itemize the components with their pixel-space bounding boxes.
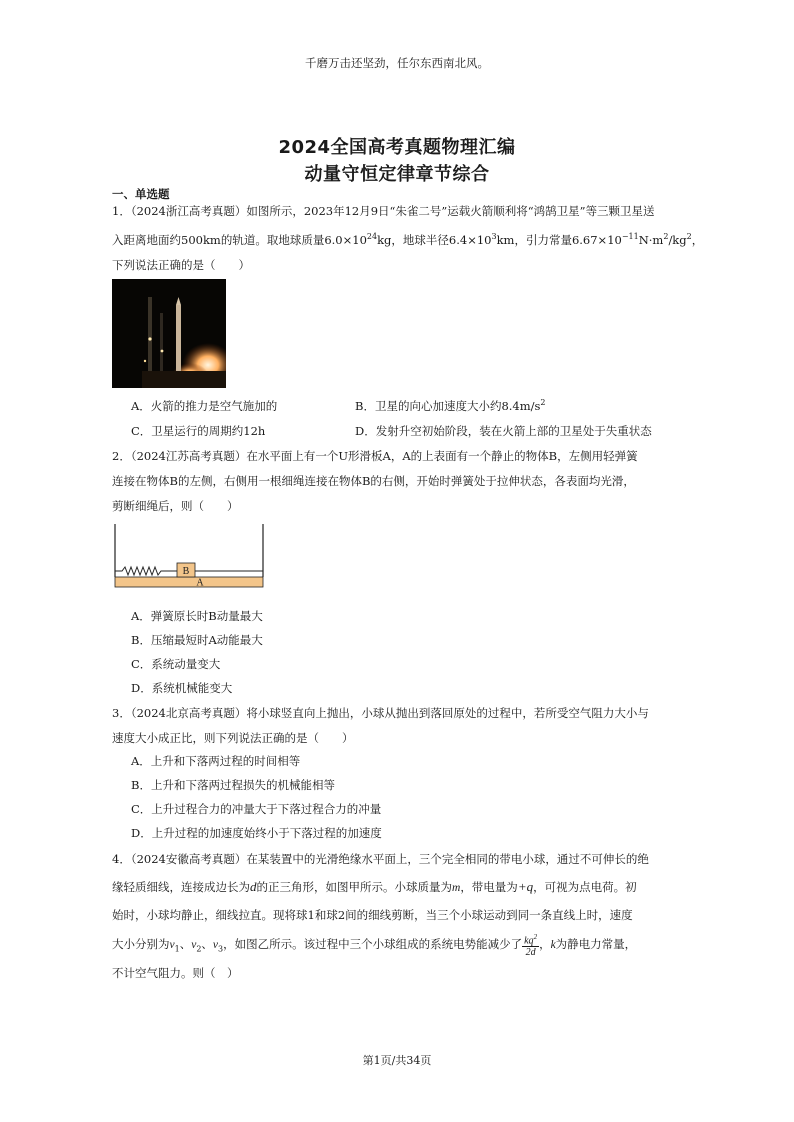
q2-option-a[interactable]: A．弹簧原长时B动量最大 <box>131 609 263 623</box>
q2-option-c[interactable]: C．系统动量变大 <box>131 657 221 671</box>
q4-line-5: 不计空气阻力。则（ ） <box>112 966 239 980</box>
mass-symbol: m <box>452 882 461 894</box>
q1-text: ， <box>691 232 704 247</box>
q4-text: 为静电力常量， <box>555 937 637 951</box>
q4-text: ，可视为点电荷。初 <box>533 880 637 894</box>
fraction-denominator: 2d <box>525 947 536 959</box>
q1-line-2 <box>112 224 704 253</box>
q2-line-1: 2．（2024江苏高考真题）在水平面上有一个U形滑板A，A的上表面有一个静止的物体B，左侧用轻弹簧 <box>112 449 638 463</box>
question-2 <box>112 444 688 519</box>
q3-option-b[interactable]: B．上升和下落两过程损失的机械能相等 <box>131 778 335 792</box>
q1-option-c[interactable]: C．卫星运行的周期约12h <box>131 424 266 438</box>
velocity-subscript: 2 <box>196 944 202 954</box>
separator: 、 <box>201 937 213 951</box>
q4-text: 的正三角形，如图甲所示。小球质量为 <box>256 880 452 894</box>
q4-line-4 <box>112 929 688 960</box>
unit-exp: 2 <box>686 232 692 241</box>
gravity-constant-exp: −11 <box>621 232 639 241</box>
separator: 、 <box>179 937 192 951</box>
question-3 <box>112 701 688 751</box>
side-length-symbol: d <box>250 879 257 894</box>
gravity-unit: N·m <box>638 232 664 247</box>
gravity-unit: /kg <box>668 232 687 247</box>
question-1 <box>112 199 704 278</box>
q2-line-3: 剪断细绳后，则（ ） <box>112 499 239 513</box>
potential-energy-fraction <box>522 932 539 958</box>
q4-text: 大小分别为 <box>112 937 170 951</box>
fraction-numerator <box>522 932 539 947</box>
slider-a-label: A <box>196 577 204 589</box>
q1-line-1: 1．（2024浙江高考真题）如图所示，2023年12月9日“朱雀二号”运载火箭顺利将“鸿鹄卫星”等三颗卫星送 <box>112 204 655 218</box>
fraction-numerator-exp: 2 <box>533 932 538 941</box>
q3-line-1: 3．（2024北京高考真题）将小球竖直向上抛出，小球从抛出到落回原处的过程中，若所受空气阻力大小与 <box>112 706 649 720</box>
coulomb-constant-symbol: k <box>550 939 556 951</box>
q4-line-2 <box>112 873 688 902</box>
q1-option-a[interactable]: A．火箭的推力是空气施加的 <box>131 399 278 413</box>
charge-symbol: +q <box>517 879 534 894</box>
velocity-symbol: v <box>191 939 197 951</box>
page-header-motto: 千磨万击还坚劲，任尔东西南北风。 <box>305 56 489 70</box>
q1-option-b-text: B．卫星的向心加速度大小约8.4m/s <box>355 399 541 413</box>
gravity-constant: 6.67×10 <box>571 232 622 247</box>
page-title: 2024全国高考真题物理汇编 <box>278 137 516 158</box>
earth-mass-exp: 24 <box>366 232 378 241</box>
unit-exp: 2 <box>540 398 546 408</box>
q3-option-c[interactable]: C．上升过程合力的冲量大于下落过程合力的冲量 <box>131 802 382 816</box>
q4-text: ，如图乙所示。该过程中三个小球组成的系统电势能减少了 <box>223 937 523 951</box>
q2-option-b[interactable]: B．压缩最短时A动能最大 <box>131 633 263 647</box>
velocity-symbol: v <box>212 939 219 951</box>
q4-line-1: 4．（2024安徽高考真题）在某装置中的光滑绝缘水平面上，三个完全相同的带电小球，通过不可伸长的绝 <box>112 852 649 866</box>
q3-line-2: 速度大小成正比，则下列说法正确的是（ ） <box>112 731 354 745</box>
earth-radius: 6.4×10 <box>448 232 492 247</box>
velocity-subscript: 1 <box>174 944 180 954</box>
q2-option-d[interactable]: D．系统机械能变大 <box>131 681 233 695</box>
spring-block-diagram <box>112 524 266 592</box>
earth-mass: 6.0×10 <box>324 232 367 247</box>
question-4 <box>112 846 688 987</box>
q1-line-3: 下列说法正确的是（ ） <box>112 257 250 272</box>
page-subtitle: 动量守恒定律章节综合 <box>304 164 490 185</box>
q2-line-2: 连接在物体B的左侧，右侧用一根细绳连接在物体B的右侧，开始时弹簧处于拉伸状态，各表面均光滑， <box>112 474 635 488</box>
page-number: 第1页/共34页 <box>362 1054 432 1067</box>
velocity-symbol: v <box>169 939 175 951</box>
q1-text: 入距离地面约500km的轨道。取地球质量 <box>112 232 325 247</box>
earth-radius-exp: 3 <box>491 232 497 241</box>
fraction-numerator-text: kq <box>524 935 534 947</box>
q1-option-b[interactable] <box>355 398 546 414</box>
q4-text: ，带电量为 <box>460 880 518 894</box>
rocket-launch-photo <box>112 279 226 388</box>
q3-option-a[interactable]: A．上升和下落两过程的时间相等 <box>131 754 301 768</box>
q1-text: kg，地球半径 <box>377 232 449 247</box>
velocity-subscript: 3 <box>218 944 224 954</box>
q4-text: 缘轻质细线，连接成边长为 <box>112 880 250 894</box>
q4-text: ， <box>539 937 551 951</box>
q3-option-d[interactable]: D．上升过程的加速度始终小于下落过程的加速度 <box>131 826 382 840</box>
section-heading: 一、单选题 <box>112 187 170 201</box>
q4-line-3: 始时，小球均静止，细线拉直。现将球1和球2间的细线剪断，当三个小球运动到同一条直线上时，速度 <box>112 908 633 922</box>
q1-option-d[interactable]: D．发射升空初始阶段，装在火箭上部的卫星处于失重状态 <box>355 424 652 438</box>
block-b-label: B <box>182 566 190 577</box>
q1-text: km，引力常量 <box>496 232 572 247</box>
unit-exp: 2 <box>663 232 669 241</box>
